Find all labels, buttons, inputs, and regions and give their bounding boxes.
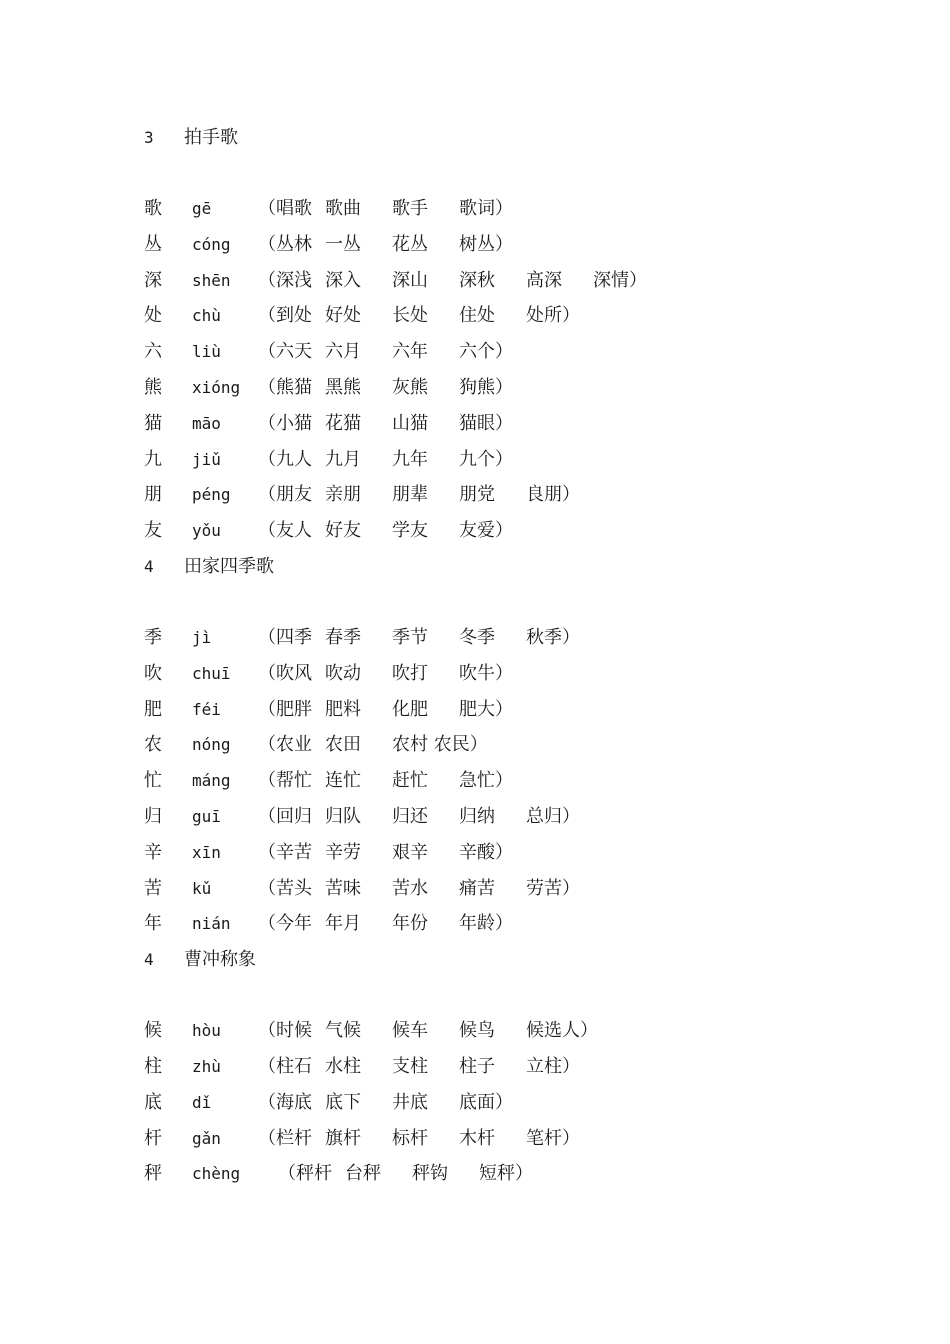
vocab-word: 深情） [593,269,647,291]
vocab-word: 歌词） [459,198,513,219]
vocab-pinyin: chù [192,306,221,326]
vocab-row [144,334,904,370]
vocab-word: 农村 农民） [392,734,488,756]
vocab-row [144,227,904,263]
vocab-word: 一丛 [325,233,361,255]
vocab-pinyin: chuī [192,663,231,683]
vocab-pinyin: yǒu [192,521,221,541]
vocab-word: 友爱） [459,520,513,542]
vocab-pinyin: kǔ [192,878,212,898]
vocab-word: （友人 [258,520,312,542]
vocab-word: 归纳 [459,805,495,827]
vocab-row [144,1049,904,1085]
vocab-row [144,799,904,835]
vocab-pinyin: liù [192,342,221,362]
vocab-word: 朋辈 [392,484,428,506]
vocab-word: 年龄） [459,913,513,935]
vocab-word: 歌曲 [325,198,361,219]
vocab-row [144,871,904,907]
vocab-word: （今年 [258,913,312,935]
word-list [258,263,647,299]
vocab-row [144,442,904,478]
vocab-word: 吹牛） [459,662,513,684]
vocab-pinyin: zhù [192,1056,221,1076]
vocab-word: 狗熊） [459,376,513,398]
vocab-word: 好友 [325,520,361,542]
vocab-word: 归还 [392,805,428,827]
vocab-character: 苦 [144,877,162,899]
vocab-word: 辛酸） [459,841,513,863]
vocab-word: 九月 [325,448,361,470]
vocab-word: 亲朋 [325,484,361,506]
vocab-word: 劳苦） [526,877,580,899]
vocab-word: 年月 [325,913,361,935]
vocab-word: 六月 [325,341,361,363]
vocab-pinyin: dǐ [192,1092,212,1112]
lesson-heading [144,549,904,585]
vocab-character: 年 [144,913,162,935]
vocab-word: 总归） [526,805,580,827]
vocab-word: 朋党 [459,484,495,506]
vocab-word: （栏杆 [258,1127,312,1149]
vocab-word: 化肥 [392,698,428,720]
vocab-word: 冬季 [459,626,495,648]
word-list [258,334,513,370]
vocab-word: 标杆 [392,1127,428,1149]
vocab-character: 季 [144,626,162,648]
vocab-word: 柱子 [459,1055,495,1077]
vocab-word: 肥料 [325,698,361,720]
vocab-word: 支柱 [392,1055,428,1077]
vocab-pinyin: chèng [192,1164,241,1184]
vocab-pinyin: jiǔ [192,449,221,469]
vocab-row [144,620,904,656]
vocab-row [144,727,904,763]
vocab-word: 急忙） [459,770,513,792]
document-body [144,120,904,1192]
vocab-character: 忙 [144,770,162,792]
vocab-character: 九 [144,448,162,470]
vocab-character: 朋 [144,484,162,506]
vocab-word: （丛林 [258,233,312,255]
vocab-word: 候选人） [526,1020,598,1042]
vocab-word: 肥大） [459,698,513,720]
vocab-row [144,763,904,799]
vocab-word: （农业 [258,734,312,756]
vocab-pinyin: féi [192,699,221,719]
vocab-pinyin: xīn [192,842,221,862]
vocab-word: 六年 [392,341,428,363]
vocab-list [144,620,904,942]
vocab-word: 好处 [325,305,361,327]
vocab-word: （吹风 [258,662,312,684]
vocab-pinyin: xióng [192,377,241,397]
vocab-word: 底下 [325,1091,361,1113]
word-list [258,871,580,907]
vocab-row [144,1156,904,1192]
vocab-character: 杆 [144,1127,162,1149]
vocab-character: 六 [144,341,162,363]
vocab-character: 深 [144,269,162,291]
vocab-row [144,263,904,299]
vocab-word: 秤钩 [412,1163,448,1185]
vocab-character: 底 [144,1091,162,1113]
word-list [258,835,513,871]
word-list [278,1156,533,1192]
vocab-word: （海底 [258,1091,312,1113]
vocab-word: 九个） [459,448,513,470]
vocab-word: （苦头 [258,877,312,899]
lesson-number: 4 [144,950,154,970]
vocab-word: 季节 [392,626,428,648]
vocab-word: （回归 [258,805,312,827]
vocab-word: 痛苦 [459,877,495,899]
word-list [258,620,580,656]
word-list [258,727,488,763]
vocab-word: 气候 [325,1020,361,1042]
vocab-row [144,513,904,549]
vocab-word: 候鸟 [459,1020,495,1042]
vocab-row [144,656,904,692]
vocab-word: 台秤 [345,1163,381,1185]
vocab-word: 旗杆 [325,1127,361,1149]
word-list [258,370,513,406]
vocab-row [144,906,904,942]
word-list [258,513,513,549]
vocab-character: 猫 [144,412,162,434]
vocab-row [144,1121,904,1157]
vocab-pinyin: máng [192,771,231,791]
word-list [258,656,513,692]
vocab-word: 高深 [526,269,562,291]
vocab-list [144,1013,904,1192]
vocab-word: 艰辛 [392,841,428,863]
vocab-word: （肥胖 [258,698,312,720]
word-list [258,692,513,728]
vocab-word: （到处 [258,305,312,327]
vocab-word: 秋季） [526,626,580,648]
vocab-row [144,370,904,406]
vocab-character: 柱 [144,1055,162,1077]
vocab-word: 候车 [392,1020,428,1042]
vocab-word: 花猫 [325,412,361,434]
vocab-character: 肥 [144,698,162,720]
vocab-word: 笔杆） [526,1127,580,1149]
lesson-heading [144,120,904,156]
word-list [258,1013,598,1049]
vocab-word: 赶忙 [392,770,428,792]
word-list [258,191,513,227]
vocab-word: 立柱） [526,1055,580,1077]
vocab-word: 农田 [325,734,361,756]
vocab-character: 熊 [144,376,162,398]
word-list [258,1049,580,1085]
vocab-word: 水柱 [325,1055,361,1077]
vocab-row [144,1013,904,1049]
vocab-pinyin: péng [192,485,231,505]
vocab-pinyin: gǎn [192,1128,221,1148]
vocab-character: 候 [144,1020,162,1042]
word-list [258,298,580,334]
vocab-word: （四季 [258,626,312,648]
vocab-pinyin: cóng [192,234,231,254]
vocab-character: 处 [144,305,162,327]
vocab-pinyin: nóng [192,735,231,755]
vocab-character: 归 [144,805,162,827]
lesson-number: 4 [144,556,154,576]
vocab-word: 辛劳 [325,841,361,863]
vocab-word: 山猫 [392,412,428,434]
vocab-word: （熊猫 [258,376,312,398]
vocab-word: 灰熊 [392,376,428,398]
vocab-word: 短秤） [479,1163,533,1185]
vocab-word: 苦味 [325,877,361,899]
vocab-word: 处所） [526,305,580,327]
vocab-pinyin: guī [192,806,221,826]
vocab-word: （朋友 [258,484,312,506]
vocab-row [144,477,904,513]
word-list [258,406,513,442]
vocab-word: 木杆 [459,1127,495,1149]
word-list [258,477,580,513]
vocab-pinyin: hòu [192,1021,221,1041]
vocab-pinyin: nián [192,914,231,934]
vocab-word: 深秋 [459,269,495,291]
vocab-row [144,692,904,728]
vocab-character: 农 [144,734,162,756]
lesson-title: 曹冲称象 [184,949,256,971]
vocab-word: （唱歌 [258,198,312,219]
vocab-pinyin: shēn [192,270,231,290]
vocab-word: （帮忙 [258,770,312,792]
vocab-character: 丛 [144,233,162,255]
vocab-row [144,298,904,334]
vocab-list [144,191,904,549]
vocab-pinyin: jì [192,627,212,647]
lesson-heading [144,942,904,978]
vocab-word: 树丛） [459,233,513,255]
vocab-word: 苦水 [392,877,428,899]
vocab-word: 良朋） [526,484,580,506]
word-list [258,906,513,942]
vocab-row [144,406,904,442]
vocab-word: 年份 [392,913,428,935]
vocab-word: （秤杆 [278,1163,332,1185]
vocab-character: 辛 [144,841,162,863]
vocab-word: 猫眼） [459,412,513,434]
vocab-word: 底面） [459,1091,513,1113]
vocab-word: 黑熊 [325,376,361,398]
vocab-word: （时候 [258,1020,312,1042]
lesson-number: 3 [144,128,154,147]
vocab-word: 住处 [459,305,495,327]
vocab-word: 井底 [392,1091,428,1113]
vocab-character: 友 [144,520,162,542]
lesson-title: 田家四季歌 [184,555,274,577]
vocab-word: 连忙 [325,770,361,792]
vocab-word: 深入 [325,269,361,291]
vocab-word: 吹打 [392,662,428,684]
word-list [258,227,513,263]
vocab-word: 归队 [325,805,361,827]
vocab-word: 吹动 [325,662,361,684]
word-list [258,763,513,799]
vocab-word: （小猫 [258,412,312,434]
word-list [258,442,513,478]
vocab-pinyin: gē [192,199,212,218]
vocab-word: （柱石 [258,1055,312,1077]
vocab-character: 吹 [144,662,162,684]
vocab-row [144,191,904,227]
vocab-word: 学友 [392,520,428,542]
vocab-word: （六天 [258,341,312,363]
vocab-word: （深浅 [258,269,312,291]
vocab-row [144,1085,904,1121]
vocab-word: 九年 [392,448,428,470]
word-list [258,1085,513,1121]
vocab-word: 春季 [325,626,361,648]
word-list [258,799,580,835]
vocab-word: （九人 [258,448,312,470]
vocab-character: 歌 [144,198,162,219]
vocab-word: 长处 [392,305,428,327]
lesson-title: 拍手歌 [184,127,238,148]
word-list [258,1121,580,1157]
vocab-character: 秤 [144,1163,162,1185]
vocab-word: 歌手 [392,198,428,219]
vocab-word: 深山 [392,269,428,291]
vocab-word: 六个） [459,341,513,363]
vocab-word: （辛苦 [258,841,312,863]
vocab-pinyin: māo [192,413,221,433]
vocab-row [144,835,904,871]
vocab-word: 花丛 [392,233,428,255]
